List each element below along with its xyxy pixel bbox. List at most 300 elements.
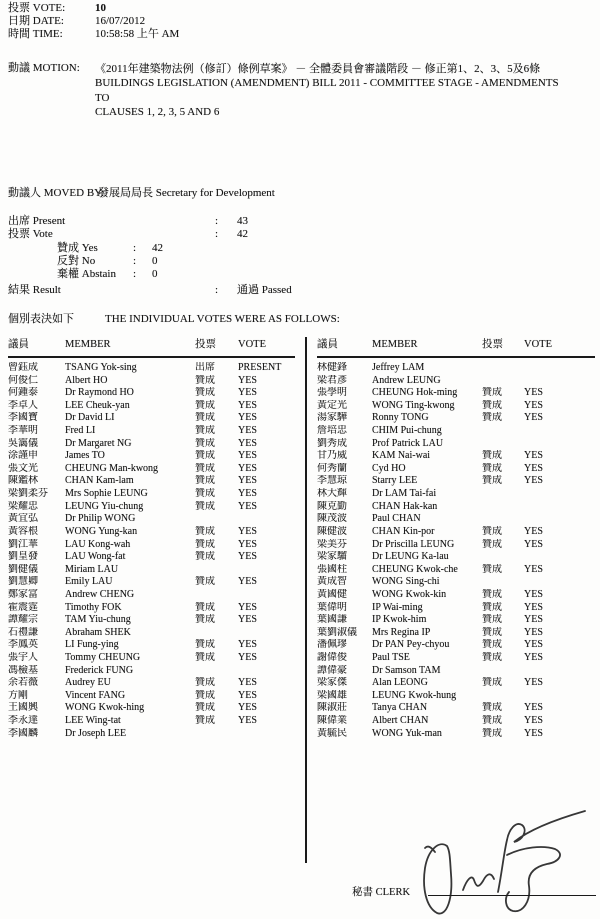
- member-name-en: WONG Kwok-hing: [65, 702, 145, 714]
- member-name-zh: 葉國謙: [317, 614, 347, 626]
- individual-votes-label-en: THE INDIVIDUAL VOTES WERE AS FOLLOWS:: [105, 313, 340, 325]
- member-name-zh: 余若薇: [8, 677, 38, 689]
- votes-table-left-rows: [8, 362, 295, 740]
- member-name-zh: 甘乃威: [317, 450, 347, 462]
- header-member-zh: 議員: [8, 339, 29, 350]
- member-name-en: LEUNG Kwok-hung: [372, 689, 457, 701]
- member-name-zh: 涂謹申: [8, 450, 38, 462]
- member-name-en: Jeffrey LAM: [372, 362, 425, 373]
- member-row: [8, 412, 295, 425]
- member-name-zh: 林大輝: [317, 488, 347, 500]
- member-row: [8, 702, 295, 715]
- vote-zh: [482, 551, 524, 564]
- member-row: [8, 665, 295, 678]
- header-member-zh: 議員: [317, 339, 338, 350]
- vote-zh: [195, 665, 238, 678]
- vote-zh: [482, 488, 524, 501]
- vote-zh: [482, 690, 524, 703]
- vote-en: YES: [238, 437, 257, 449]
- vote-zh: 贊成: [482, 614, 502, 626]
- vote-en: YES: [238, 551, 257, 563]
- vote-zh: 贊成: [195, 677, 215, 689]
- member-name-en: WONG Ting-kwong: [372, 399, 455, 411]
- member-name-zh: 湯家驊: [317, 412, 347, 424]
- vote-en: YES: [238, 576, 257, 588]
- present-colon: :: [215, 215, 219, 227]
- vote-zh: 贊成: [482, 677, 502, 689]
- member-row: [317, 387, 595, 400]
- member-row: [317, 639, 595, 652]
- vote-zh: 贊成: [195, 387, 215, 399]
- member-name-zh: 張文光: [8, 462, 38, 474]
- member-name-zh: 陳淑莊: [317, 702, 347, 714]
- member-name-en: Dr Raymond HO: [65, 387, 134, 399]
- vote-en: YES: [238, 614, 257, 626]
- member-row: [8, 639, 295, 652]
- member-row: [317, 702, 595, 715]
- vote-en: YES: [238, 525, 257, 537]
- member-name-zh: 何鍾泰: [8, 387, 38, 399]
- vote-zh: 贊成: [195, 525, 215, 537]
- vote-en: YES: [524, 727, 543, 739]
- member-row: [317, 526, 595, 539]
- member-name-zh: 張國柱: [317, 563, 347, 575]
- member-row: [8, 627, 295, 640]
- vote-en: [524, 690, 595, 703]
- member-name-zh: 陳偉業: [317, 715, 347, 727]
- member-name-zh: 李卓人: [8, 399, 38, 411]
- member-row: [8, 728, 295, 741]
- member-name-zh: 梁家騮: [317, 551, 347, 563]
- member-name-en: Paul TSE: [372, 652, 410, 664]
- member-row: [317, 690, 595, 703]
- member-row: [317, 539, 595, 552]
- member-row: [317, 412, 595, 425]
- member-name-zh: 梁耀忠: [8, 500, 38, 512]
- vote-zh: 贊成: [195, 399, 215, 411]
- vote-en: YES: [524, 475, 543, 487]
- vote-en: YES: [524, 412, 543, 424]
- vote-zh: 贊成: [195, 425, 215, 437]
- vote-en: [524, 551, 595, 564]
- member-name-zh: 梁國雄: [317, 689, 347, 701]
- member-name-en: Mrs Regina IP: [372, 626, 431, 638]
- member-name-en: Starry LEE: [372, 475, 418, 487]
- vote-en: [524, 665, 595, 678]
- member-name-en: Timothy FOK: [65, 601, 122, 613]
- member-name-zh: 黃容根: [8, 525, 38, 537]
- abstain-value: 0: [152, 268, 158, 280]
- vote-zh: 贊成: [195, 639, 215, 651]
- member-row: [317, 551, 595, 564]
- header-vote-zh: 投票: [195, 339, 216, 350]
- member-row: [317, 400, 595, 413]
- member-name-zh: 李永達: [8, 715, 38, 727]
- vote-zh: 贊成: [482, 563, 502, 575]
- member-name-en: Fred LI: [65, 425, 96, 437]
- time-label: 時間 TIME:: [8, 28, 63, 40]
- member-row: [317, 677, 595, 690]
- vote-en: [524, 438, 595, 451]
- member-name-en: Mrs Sophie LEUNG: [65, 488, 148, 500]
- vote-en: YES: [524, 601, 543, 613]
- member-name-zh: 張宇人: [8, 652, 38, 664]
- member-row: [8, 400, 295, 413]
- clerk-label: 秘書 CLERK: [352, 887, 411, 898]
- vote-zh: 贊成: [195, 614, 215, 626]
- member-name-en: Dr Priscilla LEUNG: [372, 538, 455, 550]
- member-name-zh: 梁劉柔芬: [8, 488, 48, 500]
- member-name-zh: 譚耀宗: [8, 614, 38, 626]
- vote-en: YES: [238, 425, 257, 437]
- member-name-en: Andrew LEUNG: [372, 374, 441, 386]
- vote-en: YES: [524, 614, 543, 626]
- member-row: [8, 387, 295, 400]
- member-row: [8, 488, 295, 501]
- votes-table-left: [8, 338, 295, 740]
- vote-en: YES: [524, 677, 543, 689]
- member-row: [8, 513, 295, 526]
- vote-zh: 贊成: [195, 500, 215, 512]
- member-name-en: Audrey EU: [65, 677, 111, 689]
- vote-zh: 贊成: [195, 652, 215, 664]
- member-name-en: CHAN Kin-por: [372, 525, 435, 537]
- vote-zh: [195, 589, 238, 602]
- member-name-zh: 黃成智: [317, 576, 347, 588]
- member-row: [8, 425, 295, 438]
- vote-zh: 贊成: [482, 525, 502, 537]
- member-name-zh: 何俊仁: [8, 374, 38, 386]
- member-row: [8, 526, 295, 539]
- vote-en: YES: [524, 563, 543, 575]
- member-row: [8, 576, 295, 589]
- member-row: [8, 614, 295, 627]
- vote-zh: 贊成: [482, 450, 502, 462]
- member-name-en: CHEUNG Hok-ming: [372, 387, 458, 399]
- member-name-zh: 葉偉明: [317, 601, 347, 613]
- moved-by-value: 發展局局長 Secretary for Development: [98, 187, 275, 199]
- vote-zh: 贊成: [482, 462, 502, 474]
- vote-en: YES: [238, 639, 257, 651]
- member-name-en: Paul CHAN: [372, 513, 421, 525]
- vote-zh: 贊成: [195, 437, 215, 449]
- member-row: [317, 362, 595, 375]
- member-name-en: LAU Wong-fat: [65, 551, 126, 563]
- member-name-zh: 李國麟: [8, 727, 38, 739]
- vote-zh: [482, 501, 524, 514]
- vote-zh: [482, 576, 524, 589]
- vote-zh: 贊成: [482, 538, 502, 550]
- member-name-en: Dr Margaret NG: [65, 437, 132, 449]
- member-row: [317, 513, 595, 526]
- member-row: [8, 602, 295, 615]
- member-row: [317, 438, 595, 451]
- member-name-en: WONG Sing-chi: [372, 576, 440, 588]
- member-row: [317, 463, 595, 476]
- vote-en: YES: [524, 639, 543, 651]
- member-row: [317, 375, 595, 388]
- member-name-en: Albert HO: [65, 374, 108, 386]
- vote-zh: [195, 627, 238, 640]
- member-row: [8, 539, 295, 552]
- vote-en: YES: [238, 412, 257, 424]
- member-name-zh: 陳健波: [317, 525, 347, 537]
- member-name-zh: 李華明: [8, 425, 38, 437]
- member-name-en: CHEUNG Man-kwong: [65, 462, 159, 474]
- result-label: 結果 Result: [8, 284, 61, 296]
- member-name-zh: 黃國健: [317, 588, 347, 600]
- vote-en: [238, 728, 295, 741]
- vote-zh: [195, 513, 238, 526]
- vote-en: YES: [238, 462, 257, 474]
- member-name-en: LEE Wing-tat: [65, 715, 121, 727]
- member-name-en: WONG Yuk-man: [372, 727, 442, 739]
- member-name-en: Andrew CHENG: [65, 588, 135, 600]
- member-name-zh: 詹培忠: [317, 425, 347, 437]
- member-name-zh: 方剛: [8, 689, 28, 701]
- motion-line-en2: CLAUSES 1, 2, 3, 5 AND 6: [95, 106, 220, 119]
- vote-zh: [195, 564, 238, 577]
- member-name-en: Prof Patrick LAU: [372, 437, 444, 449]
- member-row: [317, 564, 595, 577]
- vote-en: [524, 488, 595, 501]
- vote-en: PRESENT: [238, 362, 282, 373]
- vote-zh: 贊成: [195, 689, 215, 701]
- member-name-zh: 李國寶: [8, 412, 38, 424]
- vote-zh: 贊成: [482, 702, 502, 714]
- member-name-zh: 劉皇發: [8, 551, 38, 563]
- vote-en: YES: [524, 399, 543, 411]
- vote-en: [524, 375, 595, 388]
- member-row: [317, 488, 595, 501]
- vote-en: YES: [524, 715, 543, 727]
- vote-en: YES: [238, 677, 257, 689]
- member-name-en: Dr PAN Pey-chyou: [372, 639, 450, 651]
- vote-en: [238, 564, 295, 577]
- member-name-zh: 霍震霆: [8, 601, 38, 613]
- vote-zh: 贊成: [482, 588, 502, 600]
- header-vote-en: VOTE: [524, 339, 552, 350]
- no-label: 反對 No: [57, 255, 96, 267]
- vote-en: YES: [524, 525, 543, 537]
- vote-zh: [482, 438, 524, 451]
- yes-colon: :: [133, 242, 137, 254]
- member-name-zh: 馮檢基: [8, 664, 38, 676]
- member-name-zh: 鄭家富: [8, 588, 38, 600]
- vote-zh: 出席: [195, 362, 215, 373]
- vote-en: [238, 627, 295, 640]
- motion-line-zh: 《2011年建築物法例（修訂）條例草案》 － 全體委員會審議階段 － 修正第1、2、3、5及6條: [95, 63, 541, 75]
- vote-zh: [482, 362, 524, 375]
- vote-en: YES: [238, 652, 257, 664]
- vote-en: YES: [524, 588, 543, 600]
- vote-zh: 贊成: [195, 412, 215, 424]
- vote-en: YES: [524, 450, 543, 462]
- member-name-en: Abraham SHEK: [65, 626, 131, 638]
- vote-zh: 贊成: [482, 639, 502, 651]
- member-row: [317, 425, 595, 438]
- member-row: [317, 728, 595, 741]
- vote-zh: 贊成: [195, 702, 215, 714]
- member-name-en: CHIM Pui-chung: [372, 425, 442, 437]
- result-value: 通過 Passed: [237, 284, 292, 296]
- member-name-en: LAU Kong-wah: [65, 538, 131, 550]
- member-name-en: CHAN Hak-kan: [372, 500, 438, 512]
- member-name-en: Frederick FUNG: [65, 664, 134, 676]
- member-name-zh: 黃宜弘: [8, 513, 38, 525]
- member-name-en: Cyd HO: [372, 462, 406, 474]
- vote-en: [524, 513, 595, 526]
- vote-en: [524, 362, 595, 375]
- member-name-en: LEUNG Yiu-chung: [65, 500, 144, 512]
- yes-value: 42: [152, 242, 163, 254]
- member-name-en: TSANG Yok-sing: [65, 362, 137, 373]
- member-name-en: IP Kwok-him: [372, 614, 427, 626]
- vote-en: YES: [524, 626, 543, 638]
- vote-en: [238, 665, 295, 678]
- member-name-zh: 陳克勤: [317, 500, 347, 512]
- vote-count-label: 投票 Vote: [8, 228, 53, 240]
- member-name-zh: 潘佩璆: [317, 639, 347, 651]
- member-row: [317, 589, 595, 602]
- motion-label: 動議 MOTION:: [8, 62, 80, 74]
- votes-table-right: [317, 338, 595, 740]
- vote-en: YES: [238, 387, 257, 399]
- member-row: [317, 715, 595, 728]
- votes-table-left-header: [8, 338, 295, 358]
- member-row: [8, 652, 295, 665]
- vote-zh: [482, 425, 524, 438]
- vote-zh: 贊成: [482, 727, 502, 739]
- member-name-en: Tanya CHAN: [372, 702, 428, 714]
- member-row: [317, 602, 595, 615]
- member-row: [8, 589, 295, 602]
- votes-table-right-rows: [317, 362, 595, 740]
- vote-zh: 贊成: [482, 475, 502, 487]
- vote-en: YES: [524, 462, 543, 474]
- member-name-en: LEE Cheuk-yan: [65, 399, 130, 411]
- vote-en: [524, 425, 595, 438]
- clerk-signature: [395, 800, 600, 919]
- member-name-en: CHAN Kam-lam: [65, 475, 134, 487]
- abstain-label: 棄權 Abstain: [57, 268, 116, 280]
- yes-label: 贊成 Yes: [57, 242, 98, 254]
- member-name-en: Dr Samson TAM: [372, 664, 441, 676]
- member-name-zh: 石禮謙: [8, 626, 38, 638]
- vote-number-label: 投票 VOTE:: [8, 2, 66, 14]
- vote-en: YES: [238, 450, 257, 462]
- vote-zh: [482, 513, 524, 526]
- member-row: [8, 715, 295, 728]
- votes-table-right-header: [317, 338, 595, 358]
- present-label: 出席 Present: [8, 215, 66, 227]
- member-name-en: KAM Nai-wai: [372, 450, 431, 462]
- vote-zh: 贊成: [482, 601, 502, 613]
- vote-zh: 贊成: [195, 374, 215, 386]
- vote-zh: 贊成: [195, 576, 215, 588]
- vote-count-value: 42: [237, 228, 248, 240]
- vote-en: [238, 513, 295, 526]
- vote-zh: 贊成: [195, 462, 215, 474]
- vote-en: YES: [238, 702, 257, 714]
- vote-en: YES: [238, 715, 257, 727]
- member-row: [317, 501, 595, 514]
- member-row: [8, 375, 295, 388]
- no-colon: :: [133, 255, 137, 267]
- member-row: [8, 463, 295, 476]
- header-vote-zh: 投票: [482, 339, 503, 350]
- vote-en: [524, 576, 595, 589]
- member-name-zh: 何秀蘭: [317, 462, 347, 474]
- vote-zh: 贊成: [195, 551, 215, 563]
- member-name-en: James TO: [65, 450, 105, 462]
- member-name-zh: 李鳳英: [8, 639, 38, 651]
- member-row: [8, 690, 295, 703]
- member-name-zh: 李慧琼: [317, 475, 347, 487]
- vote-zh: 贊成: [195, 601, 215, 613]
- vote-en: YES: [238, 601, 257, 613]
- header-member-en: MEMBER: [372, 339, 418, 350]
- member-name-en: Vincent FANG: [65, 689, 126, 701]
- member-name-en: Alan LEONG: [372, 677, 428, 689]
- member-name-zh: 林健鋒: [317, 362, 347, 373]
- vote-zh: [482, 375, 524, 388]
- member-name-zh: 譚偉豪: [317, 664, 347, 676]
- member-name-en: Albert CHAN: [372, 715, 429, 727]
- vote-zh: 贊成: [195, 538, 215, 550]
- member-name-en: WONG Yung-kan: [65, 525, 138, 537]
- member-name-zh: 黃毓民: [317, 727, 347, 739]
- vote-en: YES: [238, 475, 257, 487]
- member-name-en: IP Wai-ming: [372, 601, 423, 613]
- vote-en: YES: [238, 538, 257, 550]
- member-name-en: Tommy CHEUNG: [65, 652, 141, 664]
- vote-zh: 贊成: [195, 450, 215, 462]
- moved-by-label: 動議人 MOVED BY:: [8, 187, 105, 199]
- member-name-en: Dr Philip WONG: [65, 513, 136, 525]
- member-name-zh: 謝偉俊: [317, 652, 347, 664]
- member-row: [317, 627, 595, 640]
- vote-zh: 贊成: [195, 715, 215, 727]
- vote-zh: 贊成: [482, 652, 502, 664]
- member-name-en: Dr LAM Tai-fai: [372, 488, 437, 500]
- vote-zh: 贊成: [482, 626, 502, 638]
- vote-en: YES: [524, 538, 543, 550]
- vote-count-colon: :: [215, 228, 219, 240]
- vote-zh: 贊成: [482, 412, 502, 424]
- vote-en: [238, 589, 295, 602]
- vote-en: YES: [238, 488, 257, 500]
- member-name-en: Dr Joseph LEE: [65, 727, 127, 739]
- motion-line-en1: BUILDINGS LEGISLATION (AMENDMENT) BILL 2011 - COMMITTEE STAGE - AMENDMENTS TO: [95, 77, 559, 104]
- member-name-en: LI Fung-ying: [65, 639, 119, 651]
- member-name-en: Ronny TONG: [372, 412, 429, 424]
- vote-en: YES: [524, 652, 543, 664]
- member-row: [8, 438, 295, 451]
- motion-text: [95, 62, 573, 120]
- member-name-en: TAM Yiu-chung: [65, 614, 131, 626]
- date-value: 16/07/2012: [95, 15, 146, 27]
- vote-zh: 贊成: [482, 399, 502, 411]
- member-name-en: Emily LAU: [65, 576, 113, 588]
- member-row: [317, 576, 595, 589]
- member-name-en: Dr David LI: [65, 412, 115, 424]
- vote-en: YES: [238, 689, 257, 701]
- member-name-zh: 吳靄儀: [8, 437, 38, 449]
- member-name-zh: 張學明: [317, 387, 347, 399]
- member-row: [317, 450, 595, 463]
- vote-en: YES: [238, 399, 257, 411]
